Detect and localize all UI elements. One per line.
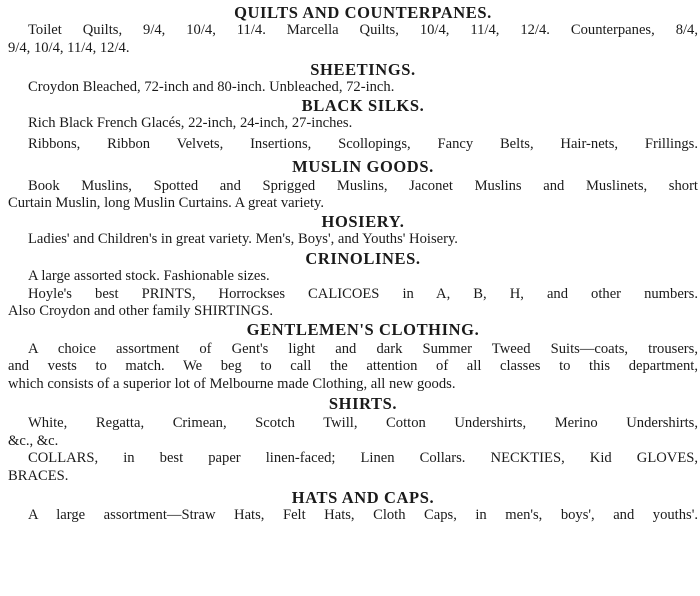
text-line: and vests to match. We beg to call the attention of all classes to this department, bbox=[8, 358, 698, 374]
text-line: Croydon Bleached, 72-inch and 80-inch. Unbleached, 72-inch. bbox=[28, 79, 395, 95]
section-muslin bbox=[8, 158, 698, 213]
section-heading: CRINOLINES. bbox=[305, 249, 421, 268]
text-line: Book Muslins, Spotted and Sprigged Muslins, Jaconet Muslins and Muslinets, short bbox=[28, 177, 698, 194]
section-hats bbox=[8, 489, 698, 525]
text-line: A large assorted stock. Fashionable sizes. bbox=[28, 268, 270, 284]
text-line: Hoyle's best PRINTS, Horrockses CALICOES in A, B, H, and other numbers. bbox=[28, 285, 698, 302]
section-body bbox=[8, 79, 698, 97]
section-body bbox=[8, 178, 698, 213]
section-crinolines bbox=[8, 250, 698, 321]
section-heading: BLACK SILKS. bbox=[301, 95, 425, 115]
text-line: A choice assortment of Gent's light and dark Summer Tweed Suits—coats, trousers, bbox=[28, 340, 698, 357]
section-heading: HATS AND CAPS. bbox=[291, 488, 435, 507]
section-heading: GENTLEMEN'S CLOTHING. bbox=[246, 319, 480, 339]
section-shirts bbox=[8, 395, 698, 485]
text-line: BRACES. bbox=[8, 467, 69, 484]
section-hosiery bbox=[8, 213, 698, 249]
text-line: Also Croydon and other family SHIRTINGS. bbox=[8, 303, 274, 319]
text-line: Rich Black French Glacés, 22-inch, 24-inch, 27-inches. bbox=[28, 114, 353, 131]
section-body bbox=[8, 115, 698, 133]
section-body bbox=[8, 415, 698, 485]
section-heading: HOSIERY. bbox=[321, 211, 405, 231]
text-line: Ladies' and Children's in great variety. Men's, Boys', and Youths' Hoisery. bbox=[28, 230, 458, 247]
text-line: A large assortment—Straw Hats, Felt Hats, Cloth Caps, in men's, boys', and youths'. bbox=[28, 507, 698, 523]
text-line: Ribbons, Ribbon Velvets, Insertions, Scollopings, Fancy Belts, Hair-nets, Frillings. bbox=[28, 136, 698, 152]
section-heading: QUILTS AND COUNTERPANES. bbox=[234, 3, 492, 22]
section-black-silks bbox=[8, 97, 698, 154]
text-line: Curtain Muslin, long Muslin Curtains. A great variety. bbox=[8, 195, 325, 211]
text-line: COLLARS, in best paper linen-faced; Linen Collars. NECKTIES, Kid GLOVES, bbox=[28, 450, 698, 466]
section-clothing bbox=[8, 321, 698, 394]
text-line: White, Regatta, Crimean, Scotch Twill, Cotton Undershirts, Merino Undershirts, bbox=[28, 415, 698, 431]
text-line: which consists of a superior lot of Melbourne made Clothing, all new goods. bbox=[8, 375, 456, 392]
section-body bbox=[8, 136, 698, 154]
section-quilts bbox=[8, 4, 698, 57]
text-line: Toilet Quilts, 9/4, 10/4, 11/4. Marcella Quilts, 10/4, 11/4, 12/4. Counterpanes, 8/4, bbox=[28, 22, 698, 38]
section-body bbox=[8, 22, 698, 57]
section-body bbox=[8, 341, 698, 394]
section-heading: SHEETINGS. bbox=[310, 60, 416, 79]
section-body bbox=[8, 268, 698, 321]
section-body bbox=[8, 507, 698, 525]
section-sheetings bbox=[8, 61, 698, 97]
section-heading: MUSLIN GOODS. bbox=[292, 156, 434, 176]
section-body bbox=[8, 231, 698, 249]
section-heading: SHIRTS. bbox=[328, 394, 398, 413]
text-line: &c., &c. bbox=[8, 432, 59, 449]
text-line: 9/4, 10/4, 11/4, 12/4. bbox=[8, 39, 130, 56]
